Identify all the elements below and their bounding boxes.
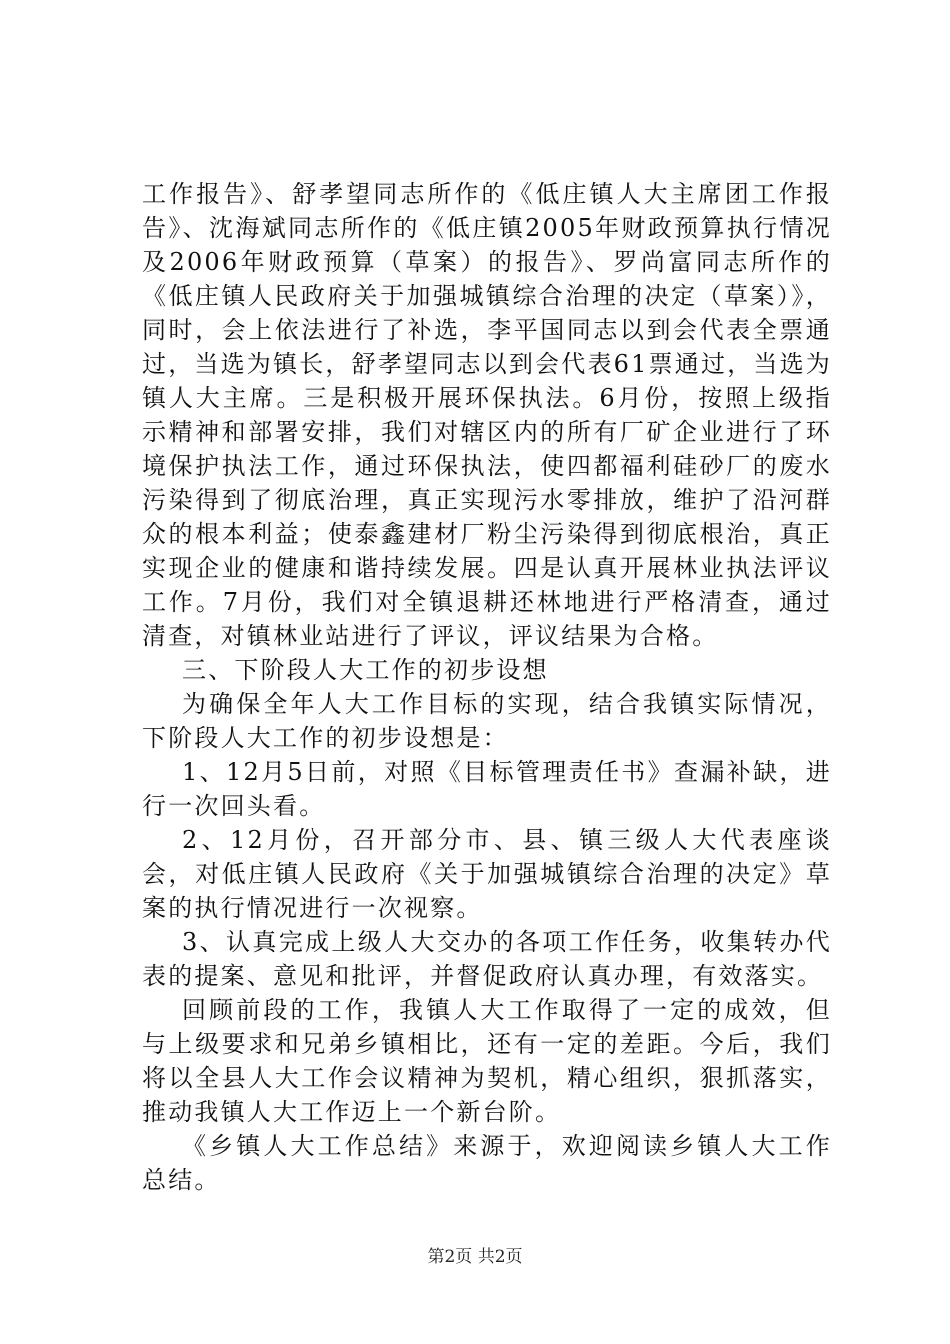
paragraph-1: 工作报告》、舒孝望同志所作的《低庄镇人大主席团工作报告》、沈海斌同志所作的《低庄镇2005年财政预算执行情况及2006年财政预算（草案）的报告》、罗尚富同志所作的《低庄镇人民政府关于加强城镇综合治理的决定（草案）》，同时，会上依法进行了补选，李平国同志以到会代表全票通过，当选为镇长，舒孝望同志以到会代表61票通过，当选为镇人大主席。三是积极开展环保执法。6月份，按照上级指示精神和部署安排，我们对辖区内的所有厂矿企业进行了环境保护执法工作，通过环保执法，使四都福利硅砂厂的废水污染得到了彻底治理，真正实现污水零排放，维护了沿河群众的根本利益；使泰鑫建材厂粉尘污染得到彻底根治，真正实现企业的健康和谐持续发展。四是认真开展林业执法评议工作。7月份，我们对全镇退耕还林地进行严格清查，通过清查，对镇林业站进行了评议，评议结果为合格。 — [142, 180, 832, 650]
list-item-1: 1、12月5日前，对照《目标管理责任书》查漏补缺，进行一次回头看。 — [142, 758, 832, 820]
document-body — [142, 177, 832, 1197]
paragraph-8: 《乡镇人大工作总结》来源于，欢迎阅读乡镇人大工作总结。 — [142, 1132, 832, 1194]
list-item-2: 2、12月份，召开部分市、县、镇三级人大代表座谈会，对低庄镇人民政府《关于加强城镇综合治理的决定》草案的执行情况进行一次视察。 — [142, 826, 832, 922]
paragraph-7: 回顾前段的工作，我镇人大工作取得了一定的成效，但与上级要求和兄弟乡镇相比，还有一定的差距。今后，我们将以全县人大工作会议精神为契机，精心组织，狠抓落实，推动我镇人大工作迈上一个新台阶。 — [142, 996, 832, 1126]
section-heading: 三、下阶段人大工作的初步设想 — [182, 656, 549, 684]
page-number-footer: 第2页 共2页 — [427, 1247, 523, 1267]
list-item-3: 3、认真完成上级人大交办的各项工作任务，收集转办代表的提案、意见和批评，并督促政府认真办理，有效落实。 — [142, 928, 832, 990]
paragraph-3: 为确保全年人大工作目标的实现，结合我镇实际情况，下阶段人大工作的初步设想是： — [142, 690, 832, 752]
